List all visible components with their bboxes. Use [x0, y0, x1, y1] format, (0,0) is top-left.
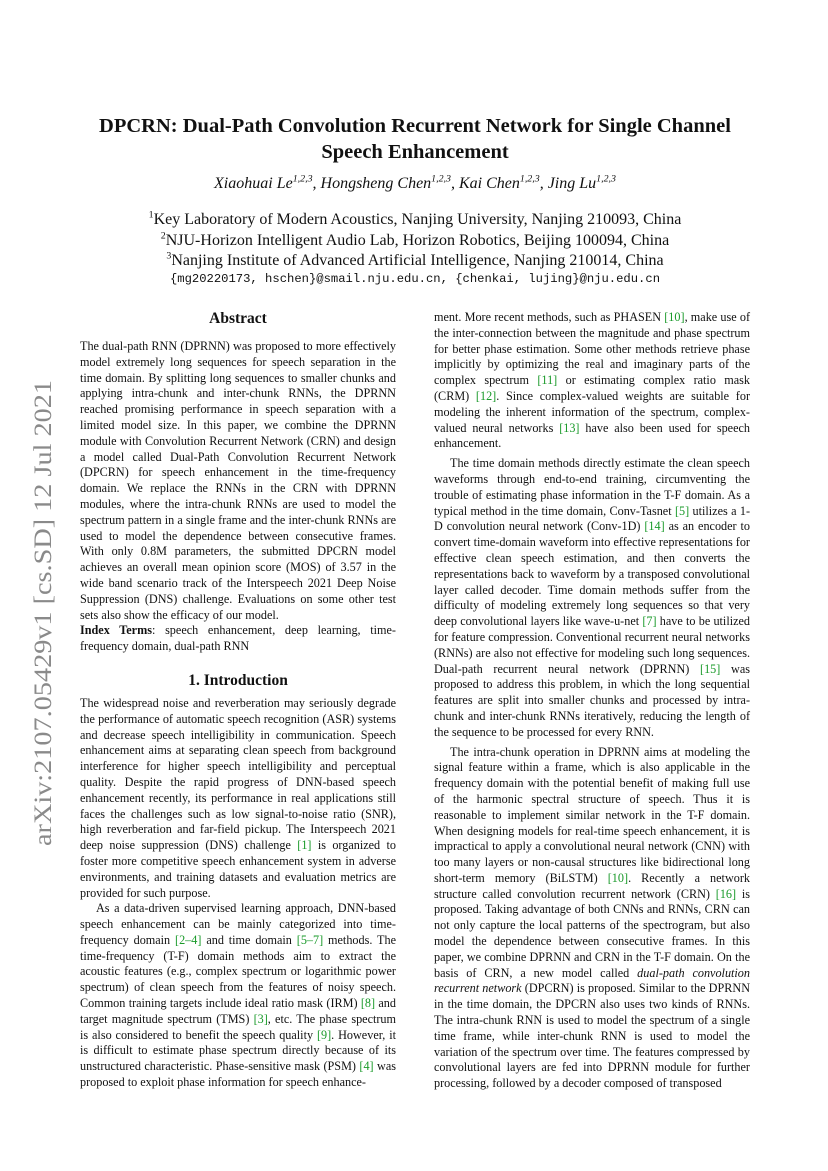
citation-link: [2–4] [175, 932, 202, 947]
paragraph-text: . However, it is difficult to estimate phase spectrum directly because of its unstructured characteristic. Phase-sensitive mask (PSM) [80, 1027, 397, 1074]
author-affiliation-mark: 1,2,3 [596, 173, 616, 185]
paragraph-text: , etc. The phase spectrum is also considered to benefit the speech quality [80, 1011, 396, 1042]
right-paragraph-2 [434, 456, 750, 740]
paragraph-text: . Since complex-valued weights are suitable for modeling the inherent information of the spectrum, complex-valued neural networks [434, 388, 750, 435]
index-terms-text: : speech enhancement, deep learning, time-frequency domain, dual-path RNN [80, 623, 396, 654]
right-paragraph-3 [434, 745, 750, 1093]
abstract-heading: Abstract [209, 310, 267, 327]
author-affiliation-mark: 1,2,3 [519, 173, 540, 185]
intro-paragraph-1 [80, 696, 396, 901]
paragraph-text: As a data-driven supervised learning approach, DNN-based speech enhancement can be mainly categorized into time-frequency domain [80, 901, 396, 947]
paragraph-text: methods. The time-frequency (T-F) domain methods aim to extract the acoustic features (e.g., complex spectrum or logarithmic power spectrum) of clean speech from the features of noisy speech. Common training targets include ideal ratio mask (IRM) [80, 932, 396, 1011]
right-paragraph-1 [434, 310, 750, 452]
citation-link: [7] [642, 614, 657, 629]
affiliation-text: NJU-Horizon Intelligent Audio Lab, Horizon Robotics, Beijing 100094, China [165, 231, 670, 249]
author-separator: , [539, 175, 548, 192]
author-affiliation-mark: 1,2,3 [292, 173, 313, 185]
paragraph-text: The intra-chunk operation in DPRNN aims at modeling the signal feature within a frame, which is also applicable in the frequency domain with the potential benefit of making full use of the harmonic spectral structure of speech. Thus it is reasonable to implement similar network in the T-F domain. When designing models for real-time speech enhancement, it is impractical to apply a convolutional neural network (CNN) with too many layers or non-causal structures like bidirectional long short-term memory (BiLSTM) [434, 744, 750, 885]
paragraph-text: , make use of the inter-connection between the magnitude and phase spectrum for better phase estimation. Some other methods retrieve phase implicitly by optimizing the real and imaginary parts of the complex spectrum [434, 310, 751, 388]
citation-link: [12] [475, 388, 497, 403]
citation-link: [4] [359, 1059, 374, 1074]
paragraph-text: have to be utilized for feature compression. Conventional recurrent neural networks (RNNs) are also not effective for modeling such long sequences. Dual-path recurrent neural network (DPRNN) [434, 614, 750, 676]
author-name: Jing Lu [547, 175, 597, 192]
author-list [60, 174, 770, 194]
citation-link: [14] [644, 519, 665, 534]
right-column [434, 310, 750, 1092]
affiliation-line [60, 231, 770, 252]
citation-link: [10] [664, 310, 685, 324]
citation-link: [10] [607, 870, 629, 885]
citation-link: [1] [297, 838, 312, 853]
affiliation-text: Nanjing Institute of Advanced Artificial Intelligence, Nanjing 210014, China [171, 252, 664, 269]
left-column [80, 310, 396, 1091]
paragraph-text: utilizes a 1-D convolution neural network (Conv-1D) [434, 503, 750, 534]
arxiv-stamp [22, 378, 62, 848]
author-separator: , [450, 175, 459, 192]
paragraph-text: was proposed to address this problem, in which the long sequential features are split into smaller chunks and processed by intra-chunk and inter-chunk RNNs iteratively, reducing the length of the sequence to be processed for every RNN. [434, 661, 750, 739]
affiliation-mark: 1 [148, 209, 154, 221]
paragraph-text: as an encoder to convert time-domain waveform into effective representations for effective clean speech estimation, and then converts the representations back to waveform by a transposed convolutional layer called decoder. Time domain methods suffer from the difficulty of modeling extremely long sequences so that very deep convolutional layers like wave-u-net [434, 519, 750, 629]
paragraph-text: is proposed. Taking advantage of both CNNs and RNNs, CRN can not only capture the local patterns of the spectrogram, but also model the dependence between consecutive frames. In this paper, we combine DPRNN and CRN in the T-F domain. On the basis of CRN, a new model called [434, 886, 750, 980]
author-affiliation-mark: 1,2,3 [431, 173, 451, 185]
arxiv-stamp-text: arXiv:2107.05429v1 [cs.SD] 12 Jul 2021 [28, 425, 57, 846]
affiliation-mark: 3 [166, 250, 172, 262]
paragraph-text: ment. More recent methods, such as PHASEN [434, 310, 665, 324]
paragraph-text: is organized to foster more competitive speech enhancement system in adverse environments, and training datasets and evaluation metrics are provided for such purpose. [80, 838, 396, 900]
paragraph-text: was proposed to exploit phase information for speech enhance- [80, 1059, 396, 1090]
citation-link: [11] [537, 373, 558, 388]
affiliation-mark: 2 [160, 230, 166, 242]
title-line-2: Speech Enhancement [321, 141, 509, 163]
citation-link: [16] [715, 886, 737, 901]
abstract-text: The dual-path RNN (DPRNN) was proposed to more effectively model extremely long sequences for speech separation in the time domain. By splitting long sequences to smaller chunks and applying intra-chunk and inter-chunk RNNs, the DPRNN reached promising performance in speech separation with a limited model size. In this paper, we combine the DPRNN module with Convolution Recurrent Network (CRN) and design a model called Dual-Path Convolution Recurrent Network (DPCRN) for speech enhancement in the time-frequency domain. We replace the RNNs in the CRN with DPRNN modules, where the intra-chunk RNNs are used to model the spectrum pattern in a single frame and the inter-chunk RNNs are used to model the dependence between consecutive frames. With only 0.8M parameters, the submitted DPCRN model achieves an overall mean opinion score (MOS) of 3.57 in the wide band scenario track of the Interspeech 2021 Deep Noise Suppression (DNS) challenge. Evaluations on some other test sets also show the efficacy of our model. [80, 339, 396, 622]
paragraph-text: have also been used for speech enhancement. [434, 420, 750, 451]
paragraph-text: The widespread noise and reverberation may seriously degrade the performance of automatic speech recognition (ASR) systems and decrease speech intelligibility in communication. Speech enhancement aims at separating clean speech from background interference for higher speech intelligibility and perceptual quality. Despite the rapid progress of DNN-based speech enhancement recently, its performance in real applications still faces the challenges such as low signal-to-noise ratio (SNR), high reverberation and far-field pickup. The Interspeech 2021 deep noise suppression (DNS) challenge [80, 695, 396, 853]
paper-title [60, 113, 770, 165]
citation-link: [3] [253, 1011, 268, 1026]
citation-link: [9] [316, 1027, 332, 1042]
citation-link: [5–7] [296, 932, 324, 947]
citation-link: [15] [700, 661, 721, 676]
author-separator: , [312, 175, 321, 192]
affiliation-text: Key Laboratory of Modern Acoustics, Nanjing University, Nanjing 210093, China [153, 211, 682, 228]
index-terms [80, 623, 396, 655]
paragraph-text: or estimating complex ratio mask (CRM) [434, 373, 751, 403]
affiliation-line [60, 251, 770, 272]
affiliation-line [60, 210, 770, 231]
index-terms-label: Index Terms [80, 623, 152, 638]
citation-link: [13] [559, 420, 580, 435]
paragraph-text: The time domain methods directly estimate the clean speech waveforms through end-to-end training, circumventing the trouble of estimating phase information in the T-F domain. As a typical method in the time domain, Conv-Tasnet [434, 456, 750, 518]
author-emails: {mg20220173, hschen}@smail.nju.edu.cn, {chenkai, lujing}@nju.edu.cn [169, 272, 661, 286]
intro-paragraph-2 [80, 901, 396, 1091]
intro-heading: 1. Introduction [188, 671, 288, 689]
citation-link: [5] [674, 503, 690, 518]
affiliation-list [60, 210, 770, 272]
citation-link: [8] [360, 996, 376, 1011]
author-name: Xiaohuai Le [214, 175, 293, 192]
paragraph-text: and target magnitude spectrum (TMS) [80, 996, 396, 1026]
title-line-1: DPCRN: Dual-Path Convolution Recurrent Network for Single Channel [99, 115, 731, 137]
paragraph-text: (DPCRN) is proposed. Similar to the DPRNN in the time domain, the DPCRN also uses two kinds of RNNs. The intra-chunk RNN is used to model the spectrum of a single time frame, while inter-chunk RNN is used to model the variation of the spectrum over time. The features compressed by convolutional layers are fed into DPRNN module for further processing, followed by a decoder composed of transposed [434, 981, 750, 1091]
paragraph-text: . Recently a network structure called convolution recurrent network (CRN) [434, 870, 750, 901]
italic-text: dual-path convolution recurrent network [434, 965, 750, 996]
author-name: Kai Chen [458, 175, 520, 192]
paragraph-text: and time domain [201, 932, 297, 947]
author-name: Hongsheng Chen [320, 175, 432, 192]
